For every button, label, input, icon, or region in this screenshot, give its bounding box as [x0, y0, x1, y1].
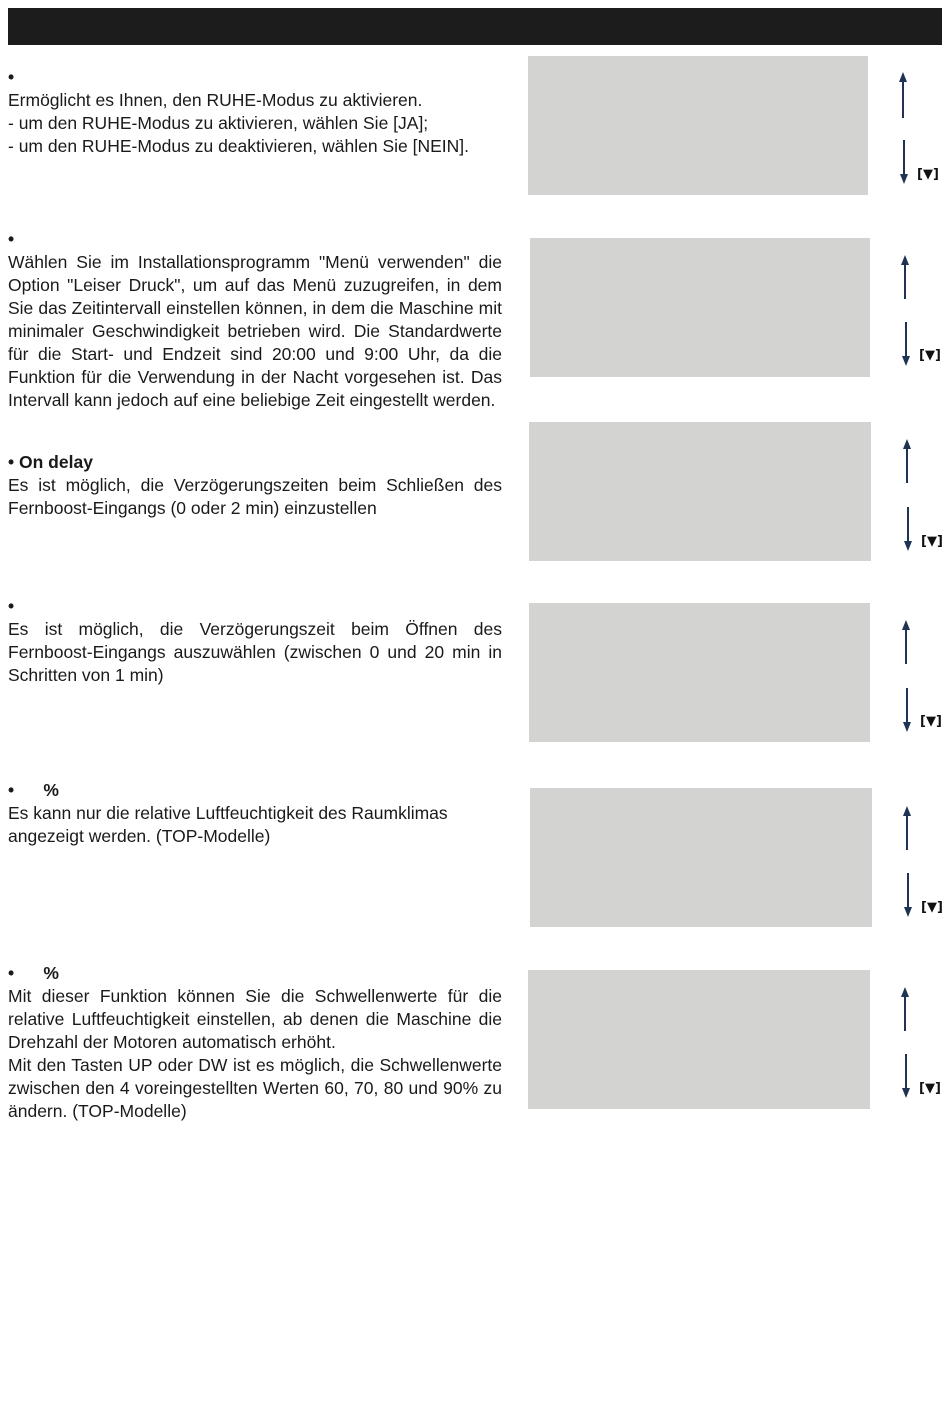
down-arrow-icon	[903, 688, 911, 732]
down-arrow-icon	[902, 322, 910, 366]
display-panel	[529, 422, 871, 561]
section-ruhe-modus	[8, 66, 502, 158]
display-panel	[530, 238, 870, 377]
down-arrow-icon	[904, 507, 912, 551]
display-panel	[528, 56, 868, 195]
section-text: - um den RUHE-Modus zu deaktivieren, wählen Sie [NEIN].	[8, 136, 470, 156]
section-off-delay	[8, 595, 502, 687]
section-text: Ermöglicht es Ihnen, den RUHE-Modus zu aktivieren.	[8, 90, 423, 110]
display-panel	[530, 788, 872, 927]
header-bar	[8, 8, 942, 45]
down-arrow-icon	[904, 873, 912, 917]
section-heading: •	[8, 596, 15, 616]
down-key-icon: [▼]	[917, 167, 939, 182]
up-arrow-icon	[901, 255, 909, 299]
section-text: - um den RUHE-Modus zu aktivieren, wählen Sie [JA];	[8, 113, 429, 133]
section-text: Es kann nur die relative Luftfeuchtigkeit des Raumklimas angezeigt werden. (TOP-Modelle)	[8, 803, 448, 846]
up-arrow-icon	[902, 620, 910, 664]
section-text: Wählen Sie im Installationsprogramm "Menü verwenden" die Option "Leiser Druck", um auf das Menü zuzugreifen, in dem Sie das Zeitintervall einstellen können, in dem die Maschine mit minimaler Geschwindigkeit betrieben wird. Die Standardwerte für die Start- und Endzeit sind 20:00 und 9:00 Uhr, da die Funktion für die Verwendung in der Nacht vorgesehen ist. Das Intervall kann jedoch auf eine beliebige Zeit eingestellt werden.	[8, 252, 502, 410]
section-on-delay	[8, 451, 502, 520]
section-humidity-threshold	[8, 962, 502, 1123]
section-heading: •	[8, 67, 15, 87]
up-arrow-icon	[899, 72, 907, 118]
section-heading: • On delay	[8, 452, 93, 472]
down-key-icon: [▼]	[921, 534, 943, 549]
display-panel	[529, 603, 870, 742]
section-heading: •	[8, 229, 15, 249]
down-arrow-icon	[902, 1054, 910, 1098]
section-heading: • %	[8, 780, 59, 800]
section-text: Es ist möglich, die Verzögerungszeiten beim Schließen des Fernboost-Eingangs (0 oder 2 min) einzustellen	[8, 475, 502, 518]
section-text: Es ist möglich, die Verzögerungszeit beim Öffnen des Fernboost-Eingangs auszuwählen (zwischen 0 und 20 min in Schritten von 1 min)	[8, 619, 502, 685]
section-text: Mit den Tasten UP oder DW ist es möglich, die Schwellenwerte zwischen den 4 voreingestellten Werten 60, 70, 80 und 90% zu ändern. (TOP-Modelle)	[8, 1055, 502, 1121]
section-humidity-display	[8, 779, 502, 848]
section-heading: • %	[8, 963, 59, 983]
up-arrow-icon	[903, 439, 911, 483]
down-key-icon: [▼]	[919, 348, 941, 363]
down-arrow-icon	[900, 140, 908, 184]
down-key-icon: [▼]	[920, 714, 942, 729]
up-arrow-icon	[903, 806, 911, 850]
down-key-icon: [▼]	[921, 900, 943, 915]
up-arrow-icon	[901, 987, 909, 1031]
section-leiser-druck	[8, 228, 502, 412]
down-key-icon: [▼]	[919, 1081, 941, 1096]
section-text: Mit dieser Funktion können Sie die Schwellenwerte für die relative Luftfeuchtigkeit einstellen, ab denen die Maschine die Drehzahl der Motoren automatisch erhöht.	[8, 986, 502, 1052]
display-panel	[528, 970, 870, 1109]
